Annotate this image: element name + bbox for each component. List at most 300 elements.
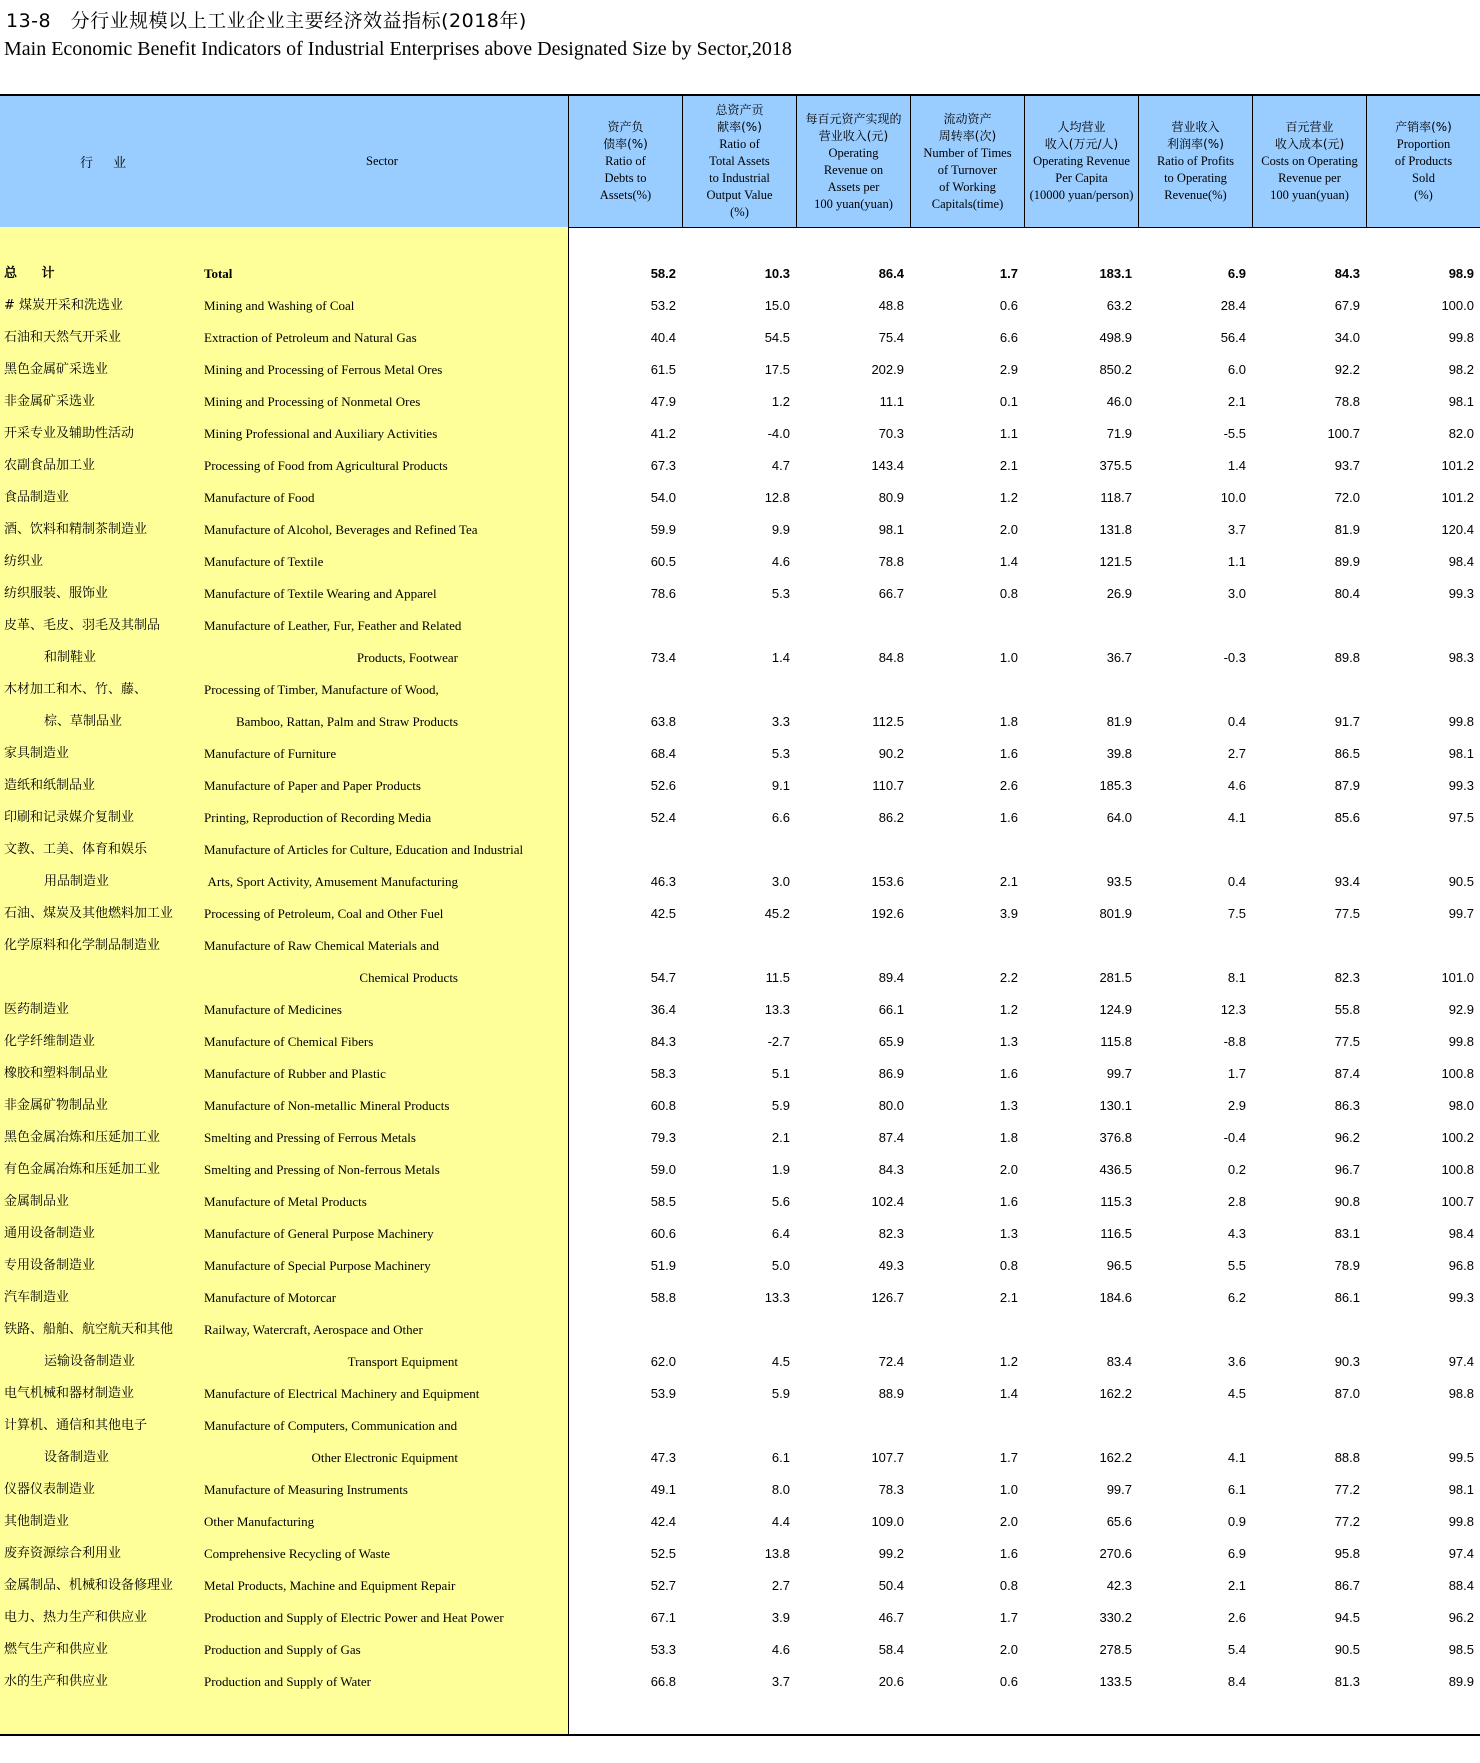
cell-value: 1.2: [999, 1002, 1018, 1017]
sector-name-zh: 化学原料和化学制品制造业: [4, 938, 161, 953]
sector-name-en: Manufacture of Metal Products: [204, 1194, 367, 1209]
cell-value: 801.9: [1099, 906, 1132, 921]
cell-value: 162.2: [1099, 1386, 1132, 1401]
cell-value: 4.4: [771, 1514, 790, 1529]
cell-value: 55.8: [1334, 1002, 1360, 1017]
cell-value: 3.0: [771, 874, 790, 889]
cell-value: 98.1: [1448, 394, 1474, 409]
table-row: [0, 1666, 1480, 1698]
table-row: [0, 898, 1480, 930]
sector-name-zh: 石油和天然气开采业: [4, 330, 122, 345]
cell-value: -0.4: [1223, 1130, 1246, 1145]
header-column-en: Ratio of Debts to Assets(%): [599, 154, 652, 202]
cell-value: 86.7: [1334, 1578, 1360, 1593]
cell-value: 84.3: [878, 1162, 904, 1177]
header-column-3: [797, 96, 911, 227]
cell-value: 0.4: [1227, 714, 1246, 729]
table-row: [0, 482, 1480, 514]
table-row: [0, 674, 1480, 706]
cell-value: 4.6: [1227, 778, 1246, 793]
cell-value: 93.5: [1106, 874, 1132, 889]
cell-value: 98.2: [1448, 362, 1474, 377]
sector-name-zh: 文教、工美、体育和娱乐: [4, 842, 148, 857]
sector-name-zh: 化学纤维制造业: [4, 1034, 96, 1049]
cell-value: 2.2: [999, 970, 1018, 985]
table-row: [0, 1474, 1480, 1506]
sector-name-zh: 金属制品业: [4, 1194, 70, 1209]
cell-value: 78.9: [1334, 1258, 1360, 1273]
cell-value: 1.0: [999, 1482, 1018, 1497]
cell-value: 2.8: [1227, 1194, 1246, 1209]
cell-value: 3.9: [771, 1610, 790, 1625]
cell-value: 6.1: [1227, 1482, 1246, 1497]
table-row: [0, 1122, 1480, 1154]
cell-value: 96.2: [1334, 1130, 1360, 1145]
cell-value: 99.7: [1106, 1066, 1132, 1081]
cell-value: 99.3: [1448, 778, 1474, 793]
table-row: [0, 930, 1480, 962]
cell-value: 2.9: [1227, 1098, 1246, 1113]
sector-name-zh: 铁路、船舶、航空航天和其他: [4, 1322, 174, 1337]
cell-value: 72.0: [1334, 490, 1360, 505]
cell-value: 5.9: [771, 1386, 790, 1401]
cell-value: 50.4: [878, 1578, 904, 1593]
table-row: [0, 802, 1480, 834]
cell-value: 99.5: [1448, 1450, 1474, 1465]
cell-value: 15.0: [764, 298, 790, 313]
sector-name-zh-continued: 设备制造业: [44, 1450, 110, 1465]
table-row: [0, 1218, 1480, 1250]
cell-value: 5.6: [771, 1194, 790, 1209]
cell-value: 1.2: [999, 490, 1018, 505]
cell-value: 5.4: [1227, 1642, 1246, 1657]
sector-name-en: Printing, Reproduction of Recording Media: [204, 810, 432, 825]
cell-value: 87.4: [1334, 1066, 1360, 1081]
table-row: [0, 514, 1480, 546]
table-row: [0, 1634, 1480, 1666]
header-column-8: [1367, 96, 1480, 227]
cell-value: 93.4: [1334, 874, 1360, 889]
cell-value: 90.5: [1448, 874, 1474, 889]
cell-value: 89.4: [878, 970, 904, 985]
sector-name-en: Smelting and Pressing of Ferrous Metals: [204, 1130, 416, 1145]
sector-name-zh: 水的生产和供应业: [4, 1674, 109, 1689]
cell-value: 1.3: [999, 1098, 1018, 1113]
cell-value: 99.8: [1448, 1514, 1474, 1529]
header-column-7: [1253, 96, 1367, 227]
cell-value: 3.0: [1227, 586, 1246, 601]
cell-value: 2.1: [1227, 394, 1246, 409]
cell-value: 9.1: [771, 778, 790, 793]
cell-value: 84.3: [1334, 266, 1360, 281]
header-column-en: Proportion of Products Sold (%): [1394, 137, 1453, 202]
cell-value: 143.4: [871, 458, 904, 473]
cell-value: 98.0: [1448, 1098, 1474, 1113]
cell-value: 2.0: [999, 1642, 1018, 1657]
sector-name-en: Manufacture of Measuring Instruments: [204, 1482, 408, 1497]
cell-value: 98.3: [1448, 650, 1474, 665]
cell-value: 70.3: [878, 426, 904, 441]
cell-value: 101.2: [1441, 458, 1474, 473]
cell-value: 83.1: [1334, 1226, 1360, 1241]
cell-value: 330.2: [1099, 1610, 1132, 1625]
cell-value: 1.4: [999, 554, 1018, 569]
cell-value: 115.3: [1100, 1194, 1132, 1209]
cell-value: 87.4: [878, 1130, 904, 1145]
cell-value: 99.7: [1448, 906, 1474, 921]
cell-value: 99.3: [1448, 1290, 1474, 1305]
sector-name-en: Manufacture of Chemical Fibers: [204, 1034, 374, 1049]
cell-value: 86.9: [878, 1066, 904, 1081]
cell-value: 4.5: [1227, 1386, 1246, 1401]
cell-value: 67.1: [650, 1610, 676, 1625]
table-row: [0, 866, 1480, 898]
cell-value: 52.4: [650, 810, 676, 825]
cell-value: 1.7: [999, 1610, 1018, 1625]
sector-name-zh: 农副食品加工业: [4, 458, 96, 473]
table-row: [0, 1538, 1480, 1570]
sector-name-en: Other Manufacturing: [204, 1514, 315, 1529]
table-row: [0, 770, 1480, 802]
table-row: [0, 994, 1480, 1026]
header-column-en: Costs on Operating Revenue per 100 yuan(yuan): [1261, 154, 1358, 202]
sector-name-zh: 造纸和纸制品业: [4, 778, 96, 793]
sector-name-en: Manufacture of Leather, Fur, Feather and Related: [204, 618, 462, 633]
table-row: [0, 1410, 1480, 1442]
sector-name-en-continued: Arts, Sport Activity, Amusement Manufacturing: [207, 874, 458, 889]
sector-name-zh: 医药制造业: [4, 1002, 70, 1017]
cell-value: 54.0: [650, 490, 676, 505]
sector-name-zh: 印刷和记录媒介复制业: [4, 810, 135, 825]
cell-value: 110.7: [872, 778, 904, 793]
sector-name-zh: 金属制品、机械和设备修理业: [4, 1578, 174, 1593]
cell-value: 376.8: [1099, 1130, 1132, 1145]
table-row: [0, 1026, 1480, 1058]
cell-value: 12.8: [764, 490, 790, 505]
page-title-en: Main Economic Benefit Indicators of Industrial Enterprises above Designated Size by Sector,2018: [4, 38, 792, 60]
cell-value: 6.1: [771, 1450, 790, 1465]
sector-name-zh: 废弃资源综合利用业: [4, 1546, 122, 1561]
header-column-zh: 每百元资产实现的 营业收入(元): [805, 111, 902, 143]
cell-value: 107.7: [871, 1450, 904, 1465]
table-row: [0, 738, 1480, 770]
cell-value: 98.9: [1448, 266, 1474, 281]
cell-value: 47.3: [650, 1450, 676, 1465]
cell-value: 126.7: [871, 1290, 904, 1305]
cell-value: 2.1: [999, 1290, 1018, 1305]
cell-value: 58.8: [650, 1290, 676, 1305]
cell-value: -4.0: [767, 426, 790, 441]
cell-value: 184.6: [1099, 1290, 1132, 1305]
cell-value: 52.6: [650, 778, 676, 793]
header-column-en: Ratio of Total Assets to Industrial Output Value (%): [706, 137, 773, 219]
table-row: [0, 642, 1480, 674]
cell-value: 118.7: [1100, 490, 1132, 505]
table-row: [0, 386, 1480, 418]
sector-name-zh: 仪器仪表制造业: [4, 1482, 96, 1497]
cell-value: 116.5: [1100, 1226, 1132, 1241]
cell-value: 96.7: [1334, 1162, 1360, 1177]
sector-name-en: Manufacture of Special Purpose Machinery: [204, 1258, 431, 1273]
table-row: [0, 1090, 1480, 1122]
sector-name-zh: # 煤炭开采和洗选业: [4, 298, 124, 313]
cell-value: 0.1: [999, 394, 1018, 409]
table-row: [0, 962, 1480, 994]
cell-value: 11.5: [765, 970, 790, 985]
sector-name-en: Manufacture of Alcohol, Beverages and Refined Tea: [204, 522, 478, 537]
cell-value: 42.5: [650, 906, 676, 921]
cell-value: 60.5: [650, 554, 676, 569]
cell-value: 53.9: [650, 1386, 676, 1401]
cell-value: 67.3: [650, 458, 676, 473]
table-bottom-rule: [0, 1734, 1480, 1736]
cell-value: 68.4: [650, 746, 676, 761]
cell-value: 1.6: [999, 810, 1018, 825]
sector-name-en: Manufacture of Motorcar: [204, 1290, 337, 1305]
cell-value: 10.0: [1220, 490, 1246, 505]
sector-name-zh: 通用设备制造业: [4, 1226, 96, 1241]
cell-value: 5.3: [771, 746, 790, 761]
cell-value: 13.3: [764, 1002, 790, 1017]
cell-value: 65.6: [1106, 1514, 1132, 1529]
sector-name-en: Manufacture of Rubber and Plastic: [204, 1066, 386, 1081]
table-row: [0, 1154, 1480, 1186]
cell-value: 82.3: [1334, 970, 1360, 985]
cell-value: 11.1: [879, 394, 904, 409]
cell-value: 96.5: [1106, 1258, 1132, 1273]
header-column-zh: 资产负 债率(%): [603, 120, 648, 151]
sector-name-en: Manufacture of Medicines: [204, 1002, 342, 1017]
cell-value: 1.2: [771, 394, 790, 409]
cell-value: 6.9: [1227, 266, 1246, 281]
header-column-zh: 总资产贡 献率(%): [715, 103, 764, 134]
sector-name-en: Processing of Timber, Manufacture of Wood,: [204, 682, 439, 697]
header-column-zh: 百元营业 收入成本(元): [1274, 120, 1345, 151]
cell-value: 0.8: [999, 1578, 1018, 1593]
sector-name-en: Railway, Watercraft, Aerospace and Other: [204, 1322, 423, 1337]
cell-value: 98.1: [878, 522, 904, 537]
cell-value: 51.9: [650, 1258, 676, 1273]
cell-value: 67.9: [1334, 298, 1360, 313]
cell-value: 121.5: [1099, 554, 1132, 569]
sector-name-zh: 其他制造业: [4, 1514, 70, 1529]
sector-name-zh: 橡胶和塑料制品业: [4, 1066, 109, 1081]
cell-value: 92.2: [1334, 362, 1360, 377]
cell-value: 4.1: [1227, 1450, 1246, 1465]
cell-value: 48.8: [878, 298, 904, 313]
cell-value: 1.4: [771, 650, 790, 665]
cell-value: 49.1: [650, 1482, 676, 1497]
cell-value: 131.8: [1099, 522, 1132, 537]
table-row: [0, 1570, 1480, 1602]
cell-value: 1.4: [1227, 458, 1246, 473]
cell-value: 59.0: [650, 1162, 676, 1177]
sector-name-en: Manufacture of Non-metallic Mineral Products: [204, 1098, 450, 1113]
cell-value: 100.0: [1441, 298, 1474, 313]
table-row: [0, 1282, 1480, 1314]
cell-value: 1.6: [999, 1066, 1018, 1081]
cell-value: 80.4: [1334, 586, 1360, 601]
cell-value: 2.1: [999, 874, 1018, 889]
cell-value: 71.9: [1106, 426, 1132, 441]
cell-value: 6.6: [999, 330, 1018, 345]
cell-value: 82.0: [1448, 426, 1474, 441]
cell-value: 1.4: [999, 1386, 1018, 1401]
cell-value: 1.7: [999, 1450, 1018, 1465]
sector-name-zh: 非金属矿物制品业: [4, 1098, 109, 1113]
cell-value: 59.9: [650, 522, 676, 537]
cell-value: 80.9: [878, 490, 904, 505]
header-column-6: [1139, 96, 1253, 227]
cell-value: 80.0: [878, 1098, 904, 1113]
cell-value: 1.1: [999, 426, 1018, 441]
cell-value: 72.4: [878, 1354, 904, 1369]
table-row: [0, 1250, 1480, 1282]
cell-value: 0.6: [999, 1674, 1018, 1689]
cell-value: 1.6: [999, 1194, 1018, 1209]
cell-value: 281.5: [1099, 970, 1132, 985]
cell-value: 91.7: [1334, 714, 1360, 729]
cell-value: 1.3: [999, 1034, 1018, 1049]
cell-value: 26.9: [1106, 586, 1132, 601]
cell-value: 89.9: [1448, 1674, 1474, 1689]
cell-value: 0.9: [1227, 1514, 1246, 1529]
cell-value: 1.9: [771, 1162, 790, 1177]
cell-value: 66.1: [878, 1002, 904, 1017]
table-row: [0, 418, 1480, 450]
cell-value: 6.0: [1227, 362, 1246, 377]
cell-value: 78.6: [650, 586, 676, 601]
cell-value: 40.4: [650, 330, 676, 345]
table-row: [0, 1442, 1480, 1474]
cell-value: 98.8: [1448, 1386, 1474, 1401]
cell-value: 79.3: [650, 1130, 676, 1145]
cell-value: 3.9: [999, 906, 1018, 921]
header-sector-en: Sector: [366, 154, 398, 168]
cell-value: 36.7: [1106, 650, 1132, 665]
cell-value: 88.9: [878, 1386, 904, 1401]
cell-value: 109.0: [871, 1514, 904, 1529]
sector-name-en: Mining Professional and Auxiliary Activities: [204, 426, 438, 441]
cell-value: 102.4: [871, 1194, 904, 1209]
cell-value: 130.1: [1099, 1098, 1132, 1113]
cell-value: 1.6: [999, 746, 1018, 761]
sector-name-en: Manufacture of Textile Wearing and Apparel: [204, 586, 437, 601]
table-row: [0, 578, 1480, 610]
header-column-zh: 人均营业 收入(万元/人): [1044, 120, 1119, 151]
sector-name-en-continued: Transport Equipment: [347, 1354, 458, 1369]
table-row: [0, 1314, 1480, 1346]
cell-value: -0.3: [1223, 650, 1246, 665]
cell-value: 96.8: [1448, 1258, 1474, 1273]
cell-value: 58.2: [650, 266, 676, 281]
cell-value: 100.2: [1441, 1130, 1474, 1145]
table-row: [0, 1058, 1480, 1090]
cell-value: 58.5: [650, 1194, 676, 1209]
cell-value: 1.7: [1227, 1066, 1246, 1081]
sector-name-en: Manufacture of Food: [204, 490, 315, 505]
sector-name-en-continued: Products, Footwear: [356, 650, 458, 665]
cell-value: -8.8: [1223, 1034, 1246, 1049]
cell-value: 99.8: [1448, 1034, 1474, 1049]
sector-name-zh: 食品制造业: [4, 490, 70, 505]
cell-value: 1.8: [999, 714, 1018, 729]
sector-name-en-continued: Bamboo, Rattan, Palm and Straw Products: [235, 714, 458, 729]
cell-value: 2.6: [1227, 1610, 1246, 1625]
cell-value: 4.3: [1227, 1226, 1246, 1241]
cell-value: 90.5: [1334, 1642, 1360, 1657]
cell-value: 5.9: [771, 1098, 790, 1113]
sector-name-en: Extraction of Petroleum and Natural Gas: [204, 330, 417, 345]
cell-value: 1.1: [1227, 554, 1246, 569]
sector-name-en: Processing of Food from Agricultural Products: [204, 458, 448, 473]
sector-name-zh: 计算机、通信和其他电子: [4, 1418, 148, 1433]
cell-value: 0.8: [999, 1258, 1018, 1273]
sector-name-zh: 专用设备制造业: [4, 1258, 96, 1273]
cell-value: 98.1: [1448, 746, 1474, 761]
cell-value: 58.3: [650, 1066, 676, 1081]
cell-value: 98.4: [1448, 554, 1474, 569]
sector-name-en-continued: Chemical Products: [359, 970, 458, 985]
cell-value: 5.3: [771, 586, 790, 601]
cell-value: 98.5: [1448, 1642, 1474, 1657]
header-column-1: [569, 96, 683, 227]
sector-name-en: Manufacture of Electrical Machinery and Equipment: [204, 1386, 480, 1401]
cell-value: 84.8: [878, 650, 904, 665]
header-sector-cell: [0, 96, 569, 227]
cell-value: 5.0: [771, 1258, 790, 1273]
cell-value: 2.6: [999, 778, 1018, 793]
cell-value: 77.5: [1334, 1034, 1360, 1049]
sector-name-en: Manufacture of General Purpose Machinery: [204, 1226, 434, 1241]
cell-value: 17.5: [764, 362, 790, 377]
sector-name-en: Mining and Processing of Ferrous Metal Ores: [204, 362, 443, 377]
table-row: [0, 1346, 1480, 1378]
sector-name-zh: 燃气生产和供应业: [4, 1642, 109, 1657]
cell-value: 120.4: [1441, 522, 1474, 537]
sector-name-en: Production and Supply of Electric Power and Heat Power: [204, 1610, 504, 1625]
table-row: [0, 546, 1480, 578]
cell-value: 270.6: [1099, 1546, 1132, 1561]
sector-name-zh: 电气机械和器材制造业: [4, 1386, 135, 1401]
cell-value: 100.7: [1327, 426, 1360, 441]
cell-value: 202.9: [871, 362, 904, 377]
header-column-zh: 产销率(%): [1395, 120, 1452, 134]
cell-value: 3.7: [1227, 522, 1246, 537]
cell-value: 9.9: [771, 522, 790, 537]
cell-value: 99.8: [1448, 330, 1474, 345]
sector-name-zh-continued: 用品制造业: [44, 874, 110, 889]
cell-value: 89.9: [1334, 554, 1360, 569]
cell-value: 99.7: [1106, 1482, 1132, 1497]
cell-value: 75.4: [878, 330, 904, 345]
cell-value: 46.3: [650, 874, 676, 889]
cell-value: 98.1: [1448, 1482, 1474, 1497]
cell-value: 100.8: [1441, 1162, 1474, 1177]
cell-value: 97.4: [1448, 1354, 1474, 1369]
sector-name-zh: 总 计: [4, 266, 65, 281]
cell-value: 92.9: [1448, 1002, 1474, 1017]
sector-name-zh-continued: 和制鞋业: [44, 650, 97, 665]
cell-value: 498.9: [1099, 330, 1132, 345]
cell-value: 88.8: [1334, 1450, 1360, 1465]
cell-value: 12.3: [1220, 1002, 1246, 1017]
cell-value: 93.7: [1334, 458, 1360, 473]
sector-name-zh: 石油、煤炭及其他燃料加工业: [4, 906, 174, 921]
sector-name-zh: 非金属矿采选业: [4, 394, 96, 409]
cell-value: 153.6: [871, 874, 904, 889]
cell-value: 1.7: [999, 266, 1018, 281]
